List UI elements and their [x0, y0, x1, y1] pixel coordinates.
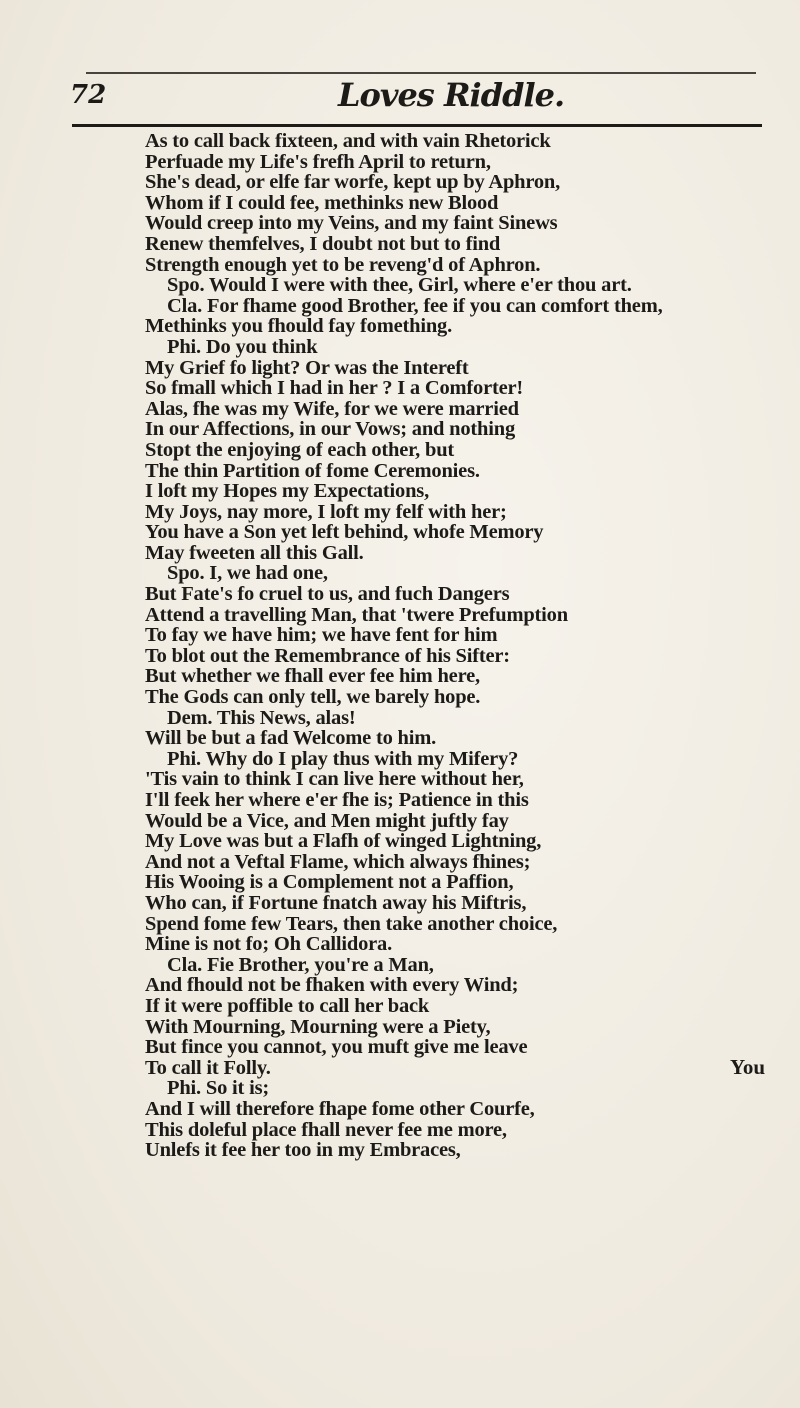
text-line: With Mourning, Mourning were a Piety, [145, 1015, 491, 1038]
page-number: 72 [70, 80, 107, 110]
text-line: Spo. I, we had one, [167, 562, 328, 585]
text-line: But fince you cannot, you muft give me leave [145, 1036, 528, 1059]
text-line: Cla. Fie Brother, you're a Man, [167, 953, 434, 976]
text-line: Attend a travelling Man, that 'twere Prefumption [145, 603, 568, 626]
text-line: So fmall which I had in her ? I a Comforter! [145, 377, 524, 400]
text-line: To call it Folly. [145, 1056, 271, 1079]
header-rule [72, 124, 762, 127]
text-line: 'Tis vain to think I can live here without her, [145, 768, 524, 791]
text-line: Would be a Vice, and Men might juftly fay [145, 809, 509, 832]
text-line: But whether we fhall ever fee him here, [145, 665, 480, 688]
text-line: My Love was but a Flafh of winged Lightning, [145, 830, 542, 853]
text-line: In our Affections, in our Vows; and nothing [145, 418, 515, 441]
text-line: And I will therefore fhape fome other Courfe, [145, 1097, 535, 1120]
text-line: Cla. For fhame good Brother, fee if you can comfort them, [167, 294, 663, 317]
top-edge-rule [86, 72, 756, 74]
text-line: Perfuade my Life's frefh April to return, [145, 150, 491, 173]
play-text [145, 131, 745, 1161]
text-line: This doleful place fhall never fee me more, [145, 1118, 507, 1141]
text-line: Would creep into my Veins, and my faint Sinews [145, 212, 558, 235]
text-line: Alas, fhe was my Wife, for we were married [145, 397, 519, 420]
text-line: To blot out the Remembrance of his Sifter: [145, 644, 510, 667]
text-line: And fhould not be fhaken with every Wind; [145, 974, 519, 997]
text-line: The Gods can only tell, we barely hope. [145, 686, 481, 709]
page-header [70, 76, 760, 120]
text-line: She's dead, or elfe far worfe, kept up by Aphron, [145, 171, 561, 194]
text-line: Stopt the enjoying of each other, but [145, 438, 455, 461]
text-line: Unlefs it fee her too in my Embraces, [145, 1139, 461, 1162]
text-line: I loft my Hopes my Expectations, [145, 480, 430, 503]
text-line: Mine is not fo; Oh Callidora. [145, 933, 393, 956]
text-line: May fweeten all this Gall. [145, 541, 364, 564]
text-line: Spend fome few Tears, then take another choice, [145, 912, 558, 935]
text-line: Renew themfelves, I doubt not but to find [145, 232, 501, 255]
catchword: You [730, 1055, 766, 1079]
text-line: Dem. This News, alas! [167, 706, 356, 729]
text-line: Phi. Do you think [167, 335, 318, 358]
text-line: And not a Veftal Flame, which always fhines; [145, 850, 531, 873]
text-line: His Wooing is a Complement not a Paffion, [145, 871, 514, 894]
text-line: Methinks you fhould fay fomething. [145, 315, 453, 338]
text-line: But Fate's fo cruel to us, and fuch Dangers [145, 583, 510, 606]
text-line: To fay we have him; we have fent for him [145, 624, 498, 647]
running-title: Loves Riddle. [338, 76, 565, 114]
text-line: Who can, if Fortune fnatch away his Miftris, [145, 891, 527, 914]
text-line: My Grief fo light? Or was the Intereft [145, 356, 469, 379]
text-line: Strength enough yet to be reveng'd of Aphron. [145, 253, 541, 276]
text-line: Spo. Would I were with thee, Girl, where e'er thou art. [167, 274, 632, 297]
text-line: If it were poffible to call her back [145, 994, 430, 1017]
text-line: The thin Partition of fome Ceremonies. [145, 459, 480, 482]
text-line: Will be but a fad Welcome to him. [145, 727, 437, 750]
text-line: As to call back fixteen, and with vain Rhetorick [145, 130, 551, 152]
text-line: I'll feek her where e'er fhe is; Patience in this [145, 789, 529, 811]
text-line: Phi. Why do I play thus with my Mifery? [167, 747, 519, 770]
text-line: You have a Son yet left behind, whofe Memory [145, 521, 544, 544]
text-line: Whom if I could fee, methinks new Blood [145, 191, 499, 214]
text-line: My Joys, nay more, I loft my felf with her; [145, 500, 507, 523]
text-line: Phi. So it is; [167, 1077, 269, 1100]
